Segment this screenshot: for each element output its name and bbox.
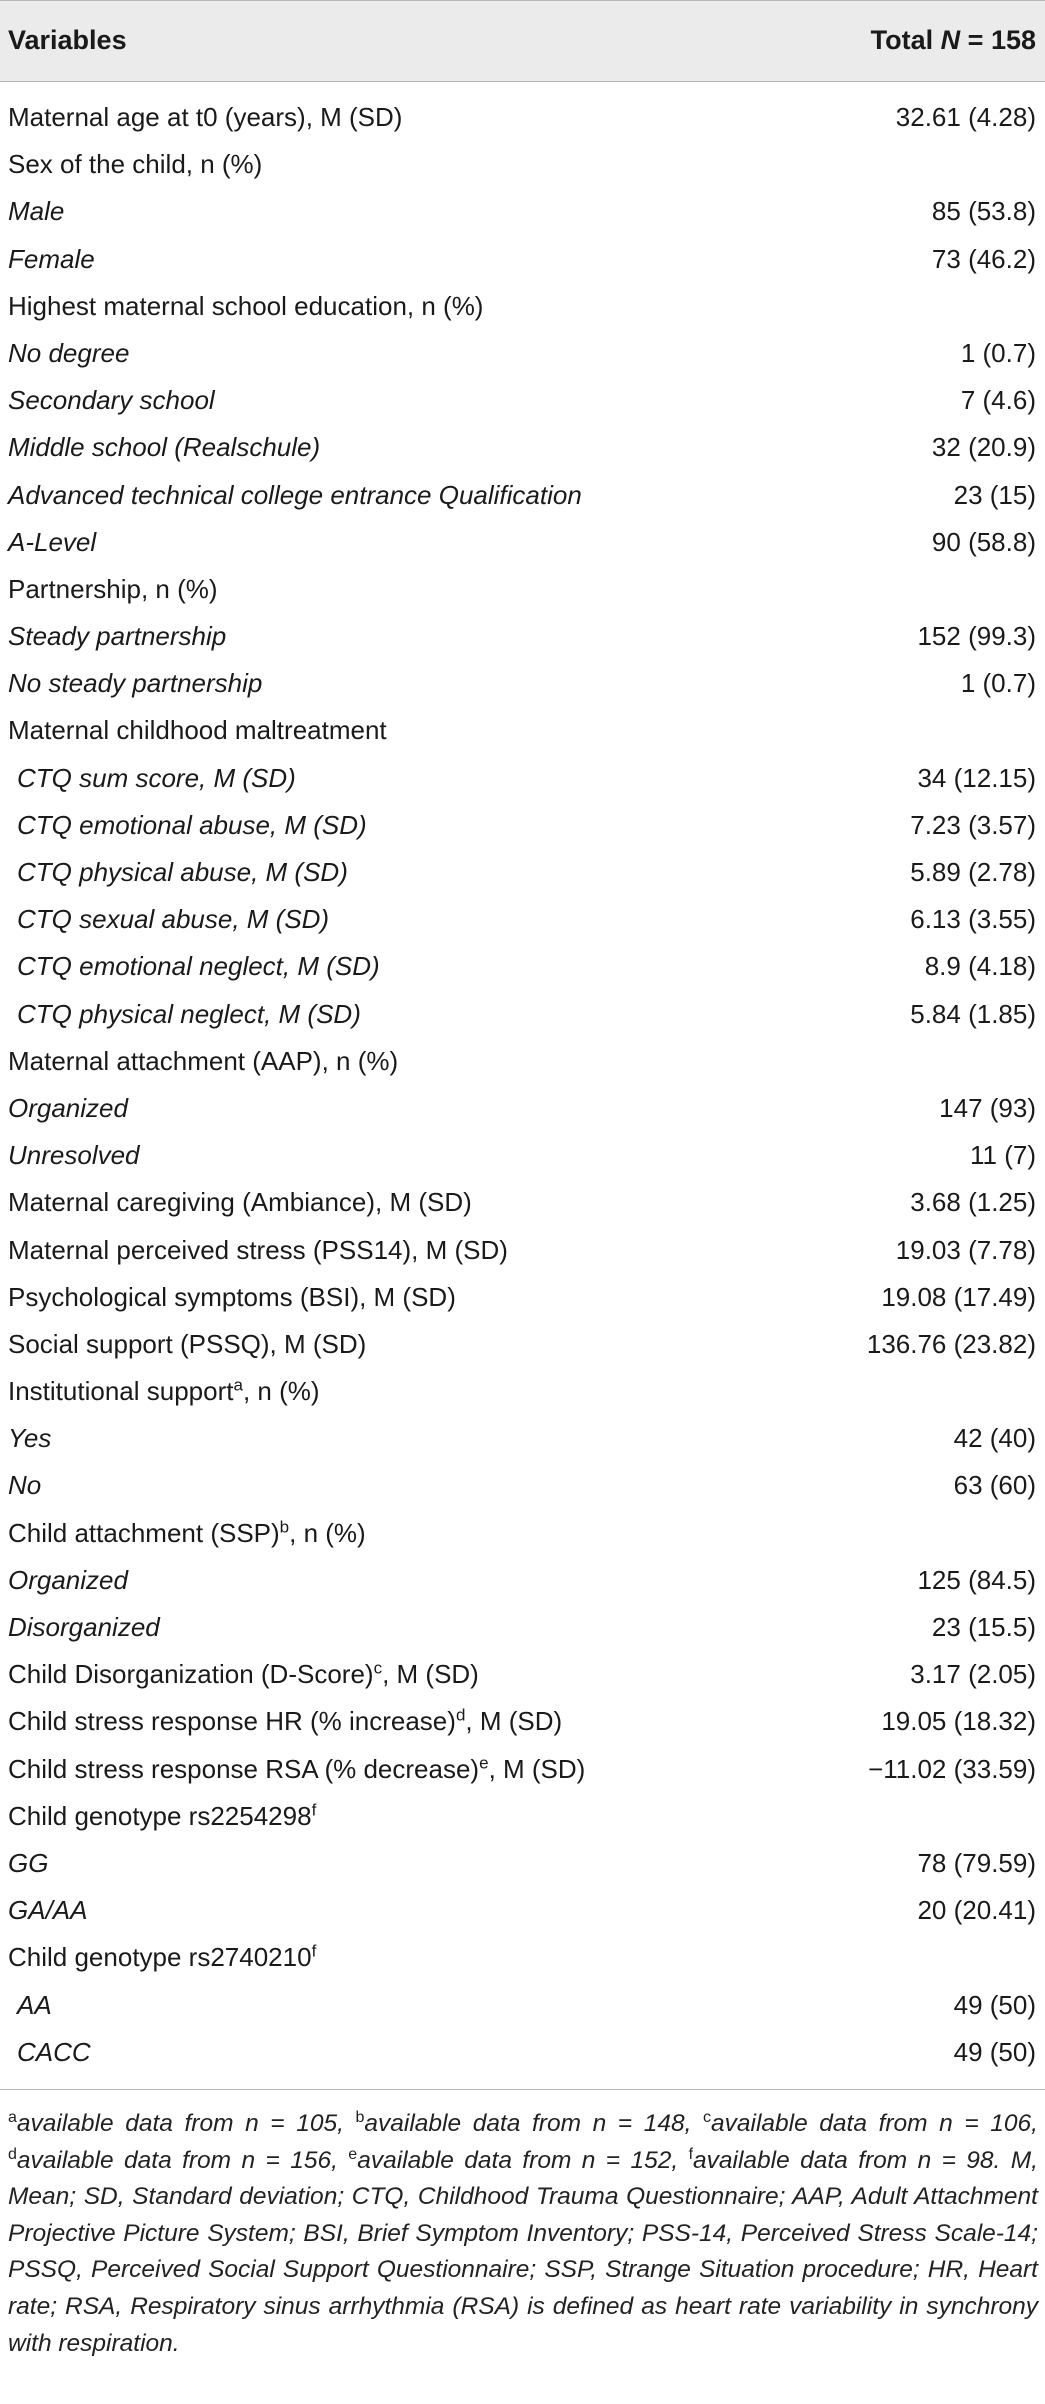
row-value: 19.05 (18.32): [881, 1706, 1036, 1737]
table-row: [0, 660, 1045, 707]
table-row: [0, 188, 1045, 235]
row-label: [17, 763, 296, 794]
row-label: [8, 1518, 366, 1549]
row-label: [8, 621, 226, 652]
row-value: 8.9 (4.18): [924, 951, 1036, 982]
table-row: [0, 613, 1045, 660]
footnote-marker: e: [479, 1752, 489, 1772]
footnote-text: available data from n = 156,: [16, 2146, 349, 2174]
row-value: 23 (15): [953, 479, 1036, 510]
table-row: [0, 566, 1045, 613]
table-bottom-rule: [0, 2089, 1045, 2090]
row-value: 7 (4.6): [960, 385, 1036, 416]
table-row: [0, 141, 1045, 188]
row-label: [8, 1282, 456, 1313]
row-value: 1 (0.7): [960, 668, 1036, 699]
table-row: [0, 1179, 1045, 1226]
row-label: [8, 1046, 398, 1077]
header-total-suffix: = 158: [960, 25, 1036, 55]
row-label-text: CTQ emotional neglect, M (SD): [17, 951, 380, 982]
footnote-marker: c: [373, 1658, 383, 1678]
row-value: −11.02 (33.59): [868, 1753, 1036, 1784]
row-label-text: CTQ physical abuse, M (SD): [17, 857, 348, 887]
table-row: [0, 1274, 1045, 1321]
table-row: [0, 1934, 1045, 1981]
table-row: [0, 377, 1045, 424]
table-row: [0, 896, 1045, 943]
row-label-text: Child stress response RSA (% decrease): [8, 1753, 480, 1784]
table-row: [0, 1227, 1045, 1274]
row-value: 20 (20.41): [917, 1895, 1036, 1926]
table-row: [0, 1462, 1045, 1509]
row-label-text: Middle school (Realschule): [8, 432, 321, 463]
table-row: [0, 1651, 1045, 1698]
table-body: [0, 82, 1045, 2076]
table-row: [0, 519, 1045, 566]
row-label: [8, 1754, 585, 1785]
row-value: 19.03 (7.78): [895, 1234, 1036, 1265]
footnote-text: available data from n = 106,: [711, 2110, 1038, 2137]
row-label-text: CACC: [17, 2036, 91, 2067]
footnote-text: available data from n = 98. M, Mean; SD, Standard deviation; CTQ, Childhood Trauma Questionnaire; AAP, Adult Attachment Projective Picture System; BSI, Brief Symptom Inventory; PSS-14, Perceived Stress Scale-14; PSSQ, Perceived Social Support Questionnaire; SSP, Strange Situation procedure; HR, Heart rate; RSA, Respiratory sinus arrhythmia (RSA) is defined as heart rate variability in synchrony with respiration.: [8, 2146, 1038, 2357]
row-label: [8, 196, 64, 227]
footnote-marker: e: [348, 2145, 358, 2163]
row-label-text: AA: [17, 1989, 52, 2020]
row-value: 147 (93): [939, 1092, 1036, 1123]
row-label-text: Disorganized: [8, 1612, 160, 1642]
row-value: 85 (53.8): [931, 196, 1036, 227]
row-label: [8, 385, 215, 416]
row-label-text: Institutional support: [8, 1376, 234, 1407]
row-value: 49 (50): [953, 2036, 1036, 2067]
row-label-text: No steady partnership: [8, 668, 263, 699]
row-value: 63 (60): [953, 1470, 1036, 1501]
header-variables: Variables: [8, 25, 127, 55]
table-row: [0, 849, 1045, 896]
table-row: [0, 1604, 1045, 1651]
row-label: [8, 244, 95, 275]
table-row: [0, 1368, 1045, 1415]
row-value: 136.76 (23.82): [866, 1328, 1036, 1359]
table-header: [0, 0, 1045, 82]
table-row: [0, 236, 1045, 283]
row-value: 7.23 (3.57): [910, 809, 1036, 840]
footnote-text: available data from n = 152,: [357, 2146, 689, 2174]
table-row: [0, 2029, 1045, 2076]
header-total-prefix: Total: [870, 25, 941, 55]
row-label: [8, 1659, 479, 1690]
footnote-marker: f: [688, 2145, 694, 2163]
row-value: 42 (40): [953, 1423, 1036, 1454]
row-label: [8, 1140, 140, 1171]
footnote-marker: c: [703, 2108, 711, 2126]
table-row: [0, 1510, 1045, 1557]
row-label: [17, 810, 367, 841]
table-row: [0, 802, 1045, 849]
table-row: [0, 424, 1045, 471]
row-label: [17, 2037, 91, 2068]
row-label: [8, 291, 483, 322]
table-row: [0, 1415, 1045, 1462]
row-label-text: Maternal perceived stress (PSS14), M (SD): [8, 1234, 508, 1265]
row-value: 90 (58.8): [931, 526, 1036, 557]
table-row: [0, 1982, 1045, 2029]
row-label: [8, 480, 582, 511]
row-label: [8, 1612, 160, 1643]
table-row: [0, 283, 1045, 330]
row-label: [8, 715, 387, 746]
row-label: [17, 1990, 52, 2021]
table-row: [0, 1840, 1045, 1887]
row-label-text: Maternal age at t0 (years), M (SD): [8, 102, 403, 132]
row-label: [8, 1801, 316, 1832]
row-label-text: Maternal caregiving (Ambiance), M (SD): [8, 1187, 472, 1218]
row-label-text: Child attachment (SSP): [8, 1517, 280, 1548]
row-value: 152 (99.3): [917, 621, 1036, 652]
row-value: 34 (12.15): [917, 762, 1036, 793]
row-label: [8, 1423, 51, 1454]
footnote-text: available data from n = 105,: [16, 2110, 356, 2137]
row-value: 19.08 (17.49): [881, 1281, 1036, 1312]
footnote-marker: f: [311, 1800, 317, 1820]
footnote-marker: d: [455, 1705, 466, 1725]
row-label: [8, 1329, 366, 1360]
table-row: [0, 1132, 1045, 1179]
row-label-text: Psychological symptoms (BSI), M (SD): [8, 1281, 456, 1312]
row-label-text: Secondary school: [8, 385, 215, 416]
table-row: [0, 707, 1045, 754]
row-label-text: Sex of the child, n (%): [8, 149, 263, 180]
table-row: [0, 991, 1045, 1038]
row-value: 125 (84.5): [917, 1564, 1036, 1595]
row-label: [8, 149, 262, 180]
footnote-marker: b: [355, 2108, 365, 2126]
row-label-text: Organized: [8, 1092, 128, 1123]
row-label-text: CTQ physical neglect, M (SD): [17, 998, 361, 1029]
header-total-n: N: [940, 25, 961, 55]
row-label: [8, 1706, 562, 1737]
row-label-suffix: , M (SD): [465, 1706, 563, 1737]
table-footnote: [8, 2106, 1038, 2362]
row-label-text: Child genotype rs2740210: [8, 1942, 312, 1973]
row-label-text: GG: [8, 1847, 49, 1878]
footnote-text: available data from n = 148,: [364, 2110, 703, 2137]
row-value: 32 (20.9): [931, 432, 1036, 463]
table-row: [0, 472, 1045, 519]
row-value: 11 (7): [970, 1140, 1036, 1171]
row-label: [8, 1093, 128, 1124]
row-label-text: Advanced technical college entrance Qualification: [8, 479, 582, 510]
row-value: 49 (50): [953, 1989, 1036, 2020]
row-label: [8, 1848, 48, 1879]
table-row: [0, 1793, 1045, 1840]
row-value: 3.17 (2.05): [910, 1659, 1036, 1690]
table-row: [0, 1746, 1045, 1793]
row-label-text: Partnership, n (%): [8, 573, 218, 604]
row-label-text: Child Disorganization (D-Score): [8, 1659, 374, 1690]
row-label: [17, 857, 348, 888]
footnote-marker: a: [233, 1375, 243, 1395]
row-label-text: Female: [8, 243, 95, 274]
row-value: 3.68 (1.25): [910, 1187, 1036, 1218]
row-label: [8, 527, 96, 558]
row-label: [8, 1565, 128, 1596]
row-label-suffix: , n (%): [242, 1376, 320, 1407]
table-row: [0, 1557, 1045, 1604]
row-label: [8, 432, 320, 463]
row-label: [17, 999, 361, 1030]
row-label-text: Unresolved: [8, 1140, 140, 1171]
row-value: 32.61 (4.28): [895, 102, 1036, 132]
table-row: [0, 1887, 1045, 1934]
table-row: [0, 1085, 1045, 1132]
row-label-text: Maternal childhood maltreatment: [8, 715, 387, 746]
row-label: [8, 338, 129, 369]
row-label-text: CTQ emotional abuse, M (SD): [17, 809, 367, 840]
row-value: 5.84 (1.85): [910, 998, 1036, 1029]
row-label-text: Organized: [8, 1564, 128, 1595]
row-label-text: Maternal attachment (AAP), n (%): [8, 1045, 399, 1076]
row-label-text: A-Level: [8, 526, 97, 557]
footnote-marker: b: [279, 1516, 290, 1536]
table-row: [0, 1038, 1045, 1085]
table-row: [0, 755, 1045, 802]
table-row: [0, 1321, 1045, 1368]
table-row: [0, 943, 1045, 990]
row-label: [8, 668, 262, 699]
row-label-text: CTQ sum score, M (SD): [17, 762, 296, 793]
row-label-text: No: [8, 1470, 42, 1501]
row-label-text: Steady partnership: [8, 621, 227, 652]
row-label: [8, 1895, 87, 1926]
row-value: 73 (46.2): [931, 243, 1036, 274]
row-label: [8, 1235, 508, 1266]
header-total: [871, 25, 1036, 56]
row-label-suffix: , M (SD): [488, 1753, 586, 1784]
row-label-suffix: , M (SD): [382, 1659, 479, 1690]
row-value: 78 (79.59): [917, 1847, 1036, 1878]
row-label-text: GA/AA: [8, 1895, 88, 1926]
row-label: [17, 904, 329, 935]
row-value: 1 (0.7): [960, 337, 1036, 368]
row-label-text: Male: [8, 196, 65, 227]
row-label: [8, 102, 402, 133]
row-value: 23 (15.5): [931, 1612, 1036, 1642]
row-value: 6.13 (3.55): [910, 904, 1036, 935]
row-label: [17, 951, 380, 982]
row-label-text: Child genotype rs2254298: [8, 1800, 312, 1831]
table-row: [0, 94, 1045, 141]
row-label-text: Social support (PSSQ), M (SD): [8, 1328, 367, 1359]
row-label: [8, 574, 218, 605]
row-value: 5.89 (2.78): [910, 857, 1036, 887]
row-label: [8, 1376, 320, 1407]
footnote-marker: f: [311, 1941, 317, 1961]
row-label-suffix: , n (%): [289, 1517, 366, 1548]
row-label: [8, 1187, 472, 1218]
row-label: [8, 1470, 41, 1501]
row-label: [8, 1942, 316, 1973]
row-label-text: CTQ sexual abuse, M (SD): [17, 904, 330, 935]
row-label-text: Child stress response HR (% increase): [8, 1706, 456, 1737]
row-label-text: Highest maternal school education, n (%): [8, 290, 484, 321]
footnote-marker: d: [8, 2145, 17, 2163]
row-label-text: Yes: [8, 1423, 52, 1454]
table-row: [0, 1698, 1045, 1745]
row-label-text: No degree: [8, 337, 130, 368]
footnote-marker: a: [8, 2108, 17, 2126]
table-row: [0, 330, 1045, 377]
